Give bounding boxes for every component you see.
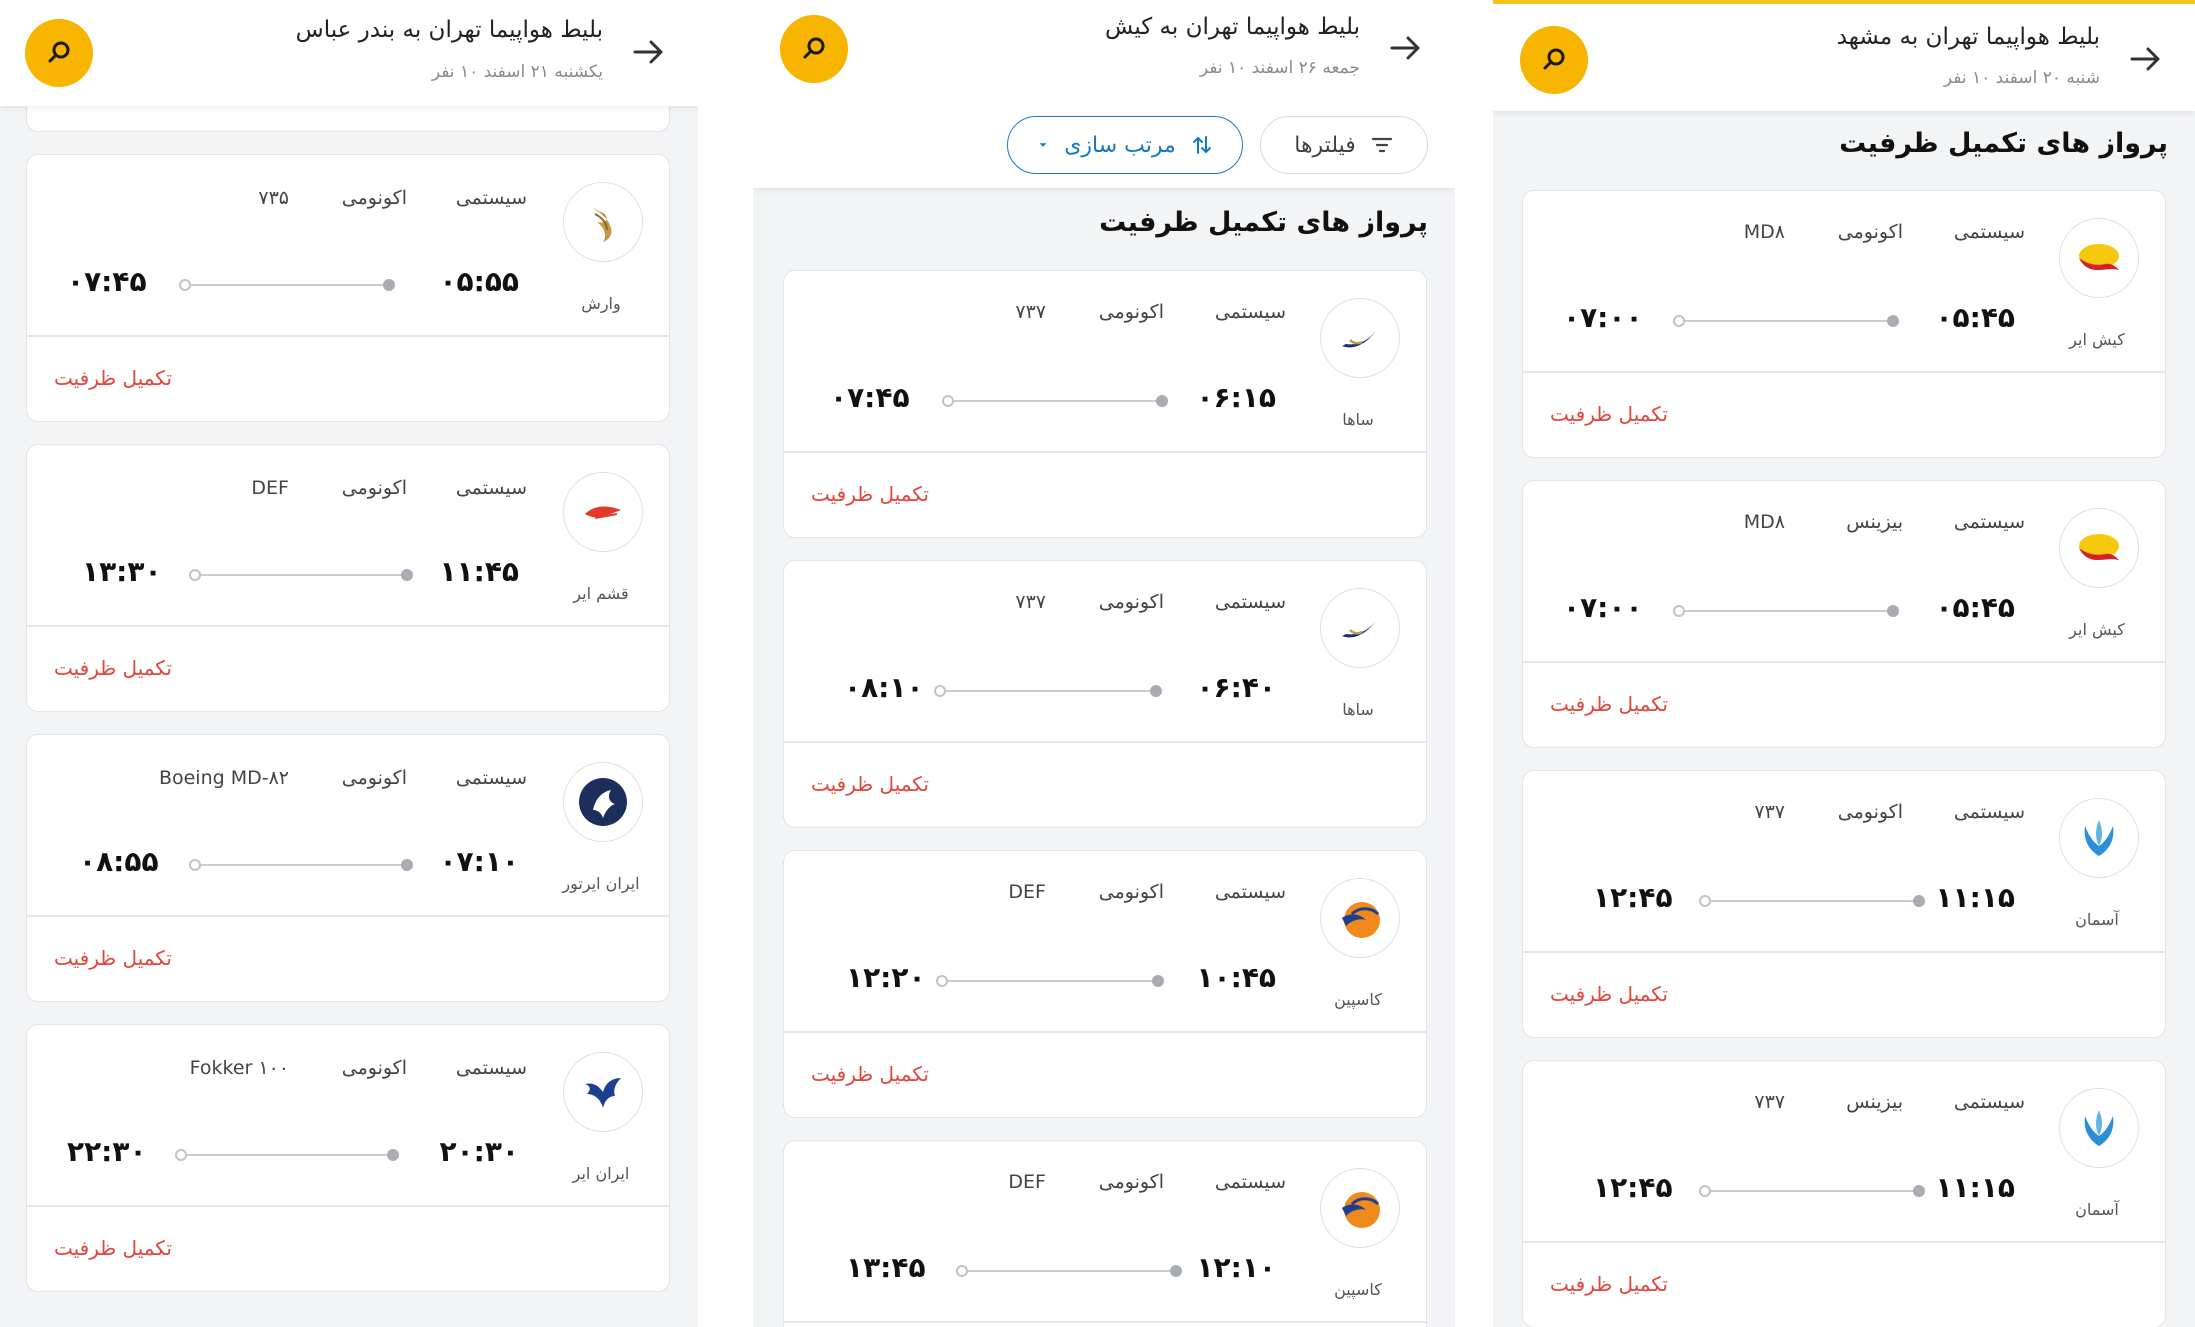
departure-time: ۰۶:۱۵ xyxy=(1196,381,1276,414)
filters-label: فیلترها xyxy=(1294,132,1356,158)
departure-time: ۰۵:۵۵ xyxy=(439,265,519,298)
flight-card[interactable] xyxy=(26,1024,670,1292)
back-button[interactable] xyxy=(1384,26,1428,70)
aircraft-model: ۷۳۷ xyxy=(1015,301,1046,323)
search-icon xyxy=(44,38,74,68)
sold-out-label: تکمیل ظرفیت xyxy=(54,656,172,680)
search-icon xyxy=(799,34,829,64)
page-title: بلیط هواپیما تهران به مشهد xyxy=(1836,24,2100,50)
page-title: بلیط هواپیما تهران به بندر عباس xyxy=(295,17,603,43)
arrival-time: ۰۸:۱۰ xyxy=(844,671,924,704)
flight-card[interactable] xyxy=(783,850,1427,1118)
sold-out-label: تکمیل ظرفیت xyxy=(1550,982,1668,1006)
flight-card[interactable] xyxy=(783,560,1427,828)
route-line xyxy=(962,1270,1176,1272)
aircraft-model: ۷۳۷ xyxy=(1754,1091,1785,1113)
flight-type: سیستمی xyxy=(1214,881,1286,903)
aircraft-model: MD۸ xyxy=(1743,511,1785,533)
cabin-class: اکونومی xyxy=(1837,221,1903,243)
airline-name: ایران ایرتور xyxy=(562,874,640,893)
flight-card[interactable] xyxy=(1522,190,2166,458)
sort-label: مرتب سازی xyxy=(1064,132,1176,158)
flight-type: سیستمی xyxy=(455,477,527,499)
panel-gap xyxy=(698,0,753,1327)
app-header xyxy=(0,0,698,106)
sold-out-label: تکمیل ظرفیت xyxy=(54,366,172,390)
cabin-class: اکونومی xyxy=(1098,881,1164,903)
aircraft-model: DEF xyxy=(251,477,289,499)
iran-airtour-logo-icon xyxy=(563,762,643,842)
section-title: پرواز های تکمیل ظرفیت xyxy=(1099,207,1428,238)
arrow-right-icon xyxy=(2126,39,2166,79)
aseman-logo-icon xyxy=(2059,1088,2139,1168)
aseman-logo-icon xyxy=(2059,798,2139,878)
aircraft-model: ۷۳۷ xyxy=(1754,801,1785,823)
search-summary: یکشنبه ۲۱ اسفند ۱۰ نفر xyxy=(431,62,603,82)
cabin-class: اکونومی xyxy=(341,477,407,499)
airline-name: کیش ایر xyxy=(2069,330,2125,349)
flight-card[interactable] xyxy=(783,270,1427,538)
back-button[interactable] xyxy=(627,30,671,74)
arrival-time: ۰۸:۵۵ xyxy=(79,845,159,878)
saha-logo-icon xyxy=(1320,588,1400,668)
search-summary: شنبه ۲۰ اسفند ۱۰ نفر xyxy=(1943,68,2100,88)
flight-type: سیستمی xyxy=(1953,511,2025,533)
flight-card[interactable] xyxy=(1522,770,2166,1038)
aircraft-model: Boeing MD-۸۲ xyxy=(158,767,289,789)
sold-out-label: تکمیل ظرفیت xyxy=(1550,1272,1668,1296)
arrival-time: ۰۷:۰۰ xyxy=(1563,301,1643,334)
flight-type: سیستمی xyxy=(1953,221,2025,243)
flight-card[interactable] xyxy=(26,734,670,1002)
sold-out-label: تکمیل ظرفیت xyxy=(811,772,929,796)
flight-card[interactable] xyxy=(26,154,670,422)
departure-time: ۰۵:۴۵ xyxy=(1935,301,2015,334)
aircraft-model: DEF xyxy=(1008,1171,1046,1193)
caspian-logo-icon xyxy=(1320,1168,1400,1248)
arrival-time: ۰۷:۰۰ xyxy=(1563,591,1643,624)
route-line xyxy=(1679,610,1893,612)
sold-out-label: تکمیل ظرفیت xyxy=(811,482,929,506)
qeshm-air-logo-icon xyxy=(563,472,643,552)
airline-name: ایران ایر xyxy=(572,1164,630,1183)
filters-button[interactable] xyxy=(1260,116,1428,174)
departure-time: ۱۱:۱۵ xyxy=(1935,1171,2015,1204)
airline-name: کاسپین xyxy=(1334,1280,1382,1299)
airline-name: ساها xyxy=(1342,410,1374,429)
departure-time: ۱۰:۴۵ xyxy=(1196,961,1276,994)
sort-button[interactable] xyxy=(1007,116,1243,174)
flight-card[interactable] xyxy=(1522,1060,2166,1327)
flight-card[interactable] xyxy=(783,1140,1427,1327)
flight-type: سیستمی xyxy=(1214,591,1286,613)
route-line xyxy=(1705,1190,1919,1192)
airline-name: کاسپین xyxy=(1334,990,1382,1009)
arrival-time: ۲۲:۳۰ xyxy=(67,1135,147,1168)
flight-type: سیستمی xyxy=(455,187,527,209)
cabin-class: اکونومی xyxy=(1098,301,1164,323)
arrival-time: ۱۳:۳۰ xyxy=(82,555,162,588)
iran-air-logo-icon xyxy=(563,1052,643,1132)
search-button[interactable] xyxy=(1520,26,1588,94)
departure-time: ۰۵:۴۵ xyxy=(1935,591,2015,624)
aircraft-model: MD۸ xyxy=(1743,221,1785,243)
arrival-time: ۱۲:۴۵ xyxy=(1593,1171,1673,1204)
flight-type: سیستمی xyxy=(1214,301,1286,323)
app-header xyxy=(753,0,1455,188)
cabin-class: اکونومی xyxy=(341,767,407,789)
arrow-right-icon xyxy=(629,32,669,72)
aircraft-model: ۷۳۵ xyxy=(258,187,289,209)
aircraft-model: ۷۳۷ xyxy=(1015,591,1046,613)
saha-logo-icon xyxy=(1320,298,1400,378)
airline-name: قشم ایر xyxy=(573,584,629,603)
airline-name: آسمان xyxy=(2075,1200,2119,1219)
cabin-class: بیزینس xyxy=(1846,511,1903,533)
flight-card[interactable] xyxy=(26,444,670,712)
app-header xyxy=(1493,0,2195,111)
cabin-class: اکونومی xyxy=(341,1057,407,1079)
route-line xyxy=(1679,320,1893,322)
route-line xyxy=(948,400,1162,402)
search-summary: جمعه ۲۶ اسفند ۱۰ نفر xyxy=(1199,58,1360,78)
flight-card[interactable] xyxy=(1522,480,2166,748)
caspian-logo-icon xyxy=(1320,878,1400,958)
airline-name: ساها xyxy=(1342,700,1374,719)
cabin-class: اکونومی xyxy=(1837,801,1903,823)
arrival-time: ۰۷:۴۵ xyxy=(830,381,910,414)
filter-icon xyxy=(1370,133,1394,157)
search-icon xyxy=(1539,45,1569,75)
departure-time: ۱۲:۱۰ xyxy=(1196,1251,1276,1284)
cabin-class: بیزینس xyxy=(1846,1091,1903,1113)
cabin-class: اکونومی xyxy=(1098,1171,1164,1193)
sort-icon xyxy=(1190,133,1214,157)
departure-time: ۰۷:۱۰ xyxy=(439,845,519,878)
flight-type: سیستمی xyxy=(1953,801,2025,823)
sold-out-label: تکمیل ظرفیت xyxy=(54,946,172,970)
flight-type: سیستمی xyxy=(1214,1171,1286,1193)
route-line xyxy=(195,574,407,576)
airline-name: وارش xyxy=(581,294,621,313)
screen-mashhad xyxy=(1493,0,2195,1327)
sold-out-label: تکمیل ظرفیت xyxy=(54,1236,172,1260)
route-line xyxy=(195,864,407,866)
route-line xyxy=(1705,900,1919,902)
departure-time: ۲۰:۳۰ xyxy=(439,1135,519,1168)
airline-name: کیش ایر xyxy=(2069,620,2125,639)
flight-type: سیستمی xyxy=(455,767,527,789)
flight-type: سیستمی xyxy=(1953,1091,2025,1113)
back-button[interactable] xyxy=(2124,37,2168,81)
route-line xyxy=(940,690,1156,692)
arrow-right-icon xyxy=(1386,28,1426,68)
cabin-class: اکونومی xyxy=(341,187,407,209)
flight-type: سیستمی xyxy=(455,1057,527,1079)
search-button[interactable] xyxy=(780,15,848,83)
panel-gap xyxy=(1455,0,1493,1327)
kish-air-logo-icon xyxy=(2059,218,2139,298)
route-line xyxy=(942,980,1158,982)
aircraft-model: DEF xyxy=(1008,881,1046,903)
arrival-time: ۱۲:۴۵ xyxy=(1593,881,1673,914)
sold-out-label: تکمیل ظرفیت xyxy=(811,1062,929,1086)
arrival-time: ۱۲:۲۰ xyxy=(846,961,926,994)
airline-name: آسمان xyxy=(2075,910,2119,929)
cabin-class: اکونومی xyxy=(1098,591,1164,613)
arrival-time: ۰۷:۴۵ xyxy=(67,265,147,298)
arrival-time: ۱۳:۴۵ xyxy=(846,1251,926,1284)
route-line xyxy=(185,284,389,286)
caret-down-icon xyxy=(1036,138,1050,152)
varesh-logo-icon xyxy=(563,182,643,262)
departure-time: ۱۱:۱۵ xyxy=(1935,881,2015,914)
departure-time: ۱۱:۴۵ xyxy=(439,555,519,588)
sold-out-label: تکمیل ظرفیت xyxy=(1550,692,1668,716)
aircraft-model: Fokker ۱۰۰ xyxy=(189,1057,289,1079)
screen-kish xyxy=(753,0,1455,1327)
page-title: بلیط هواپیما تهران به کیش xyxy=(1105,14,1360,40)
kish-air-logo-icon xyxy=(2059,508,2139,588)
section-title: پرواز های تکمیل ظرفیت xyxy=(1839,128,2168,159)
sold-out-label: تکمیل ظرفیت xyxy=(1550,402,1668,426)
route-line xyxy=(181,1154,393,1156)
search-button[interactable] xyxy=(25,19,93,87)
screen-bandar-abbas xyxy=(0,0,698,1327)
departure-time: ۰۶:۴۰ xyxy=(1196,671,1276,704)
